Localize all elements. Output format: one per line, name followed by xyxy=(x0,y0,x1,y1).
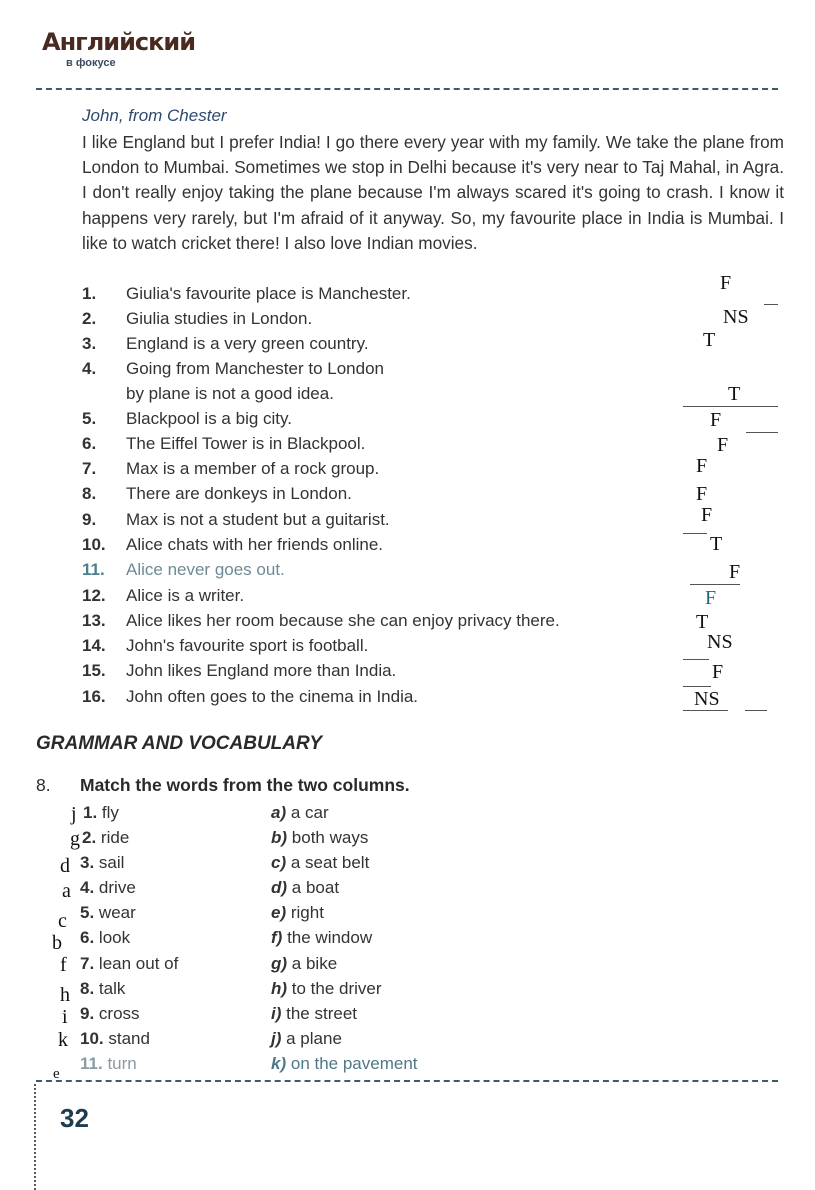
answer-mark[interactable]: T xyxy=(710,533,723,555)
bottom-divider xyxy=(36,1080,778,1082)
match-right-item: g) a bike xyxy=(271,954,338,973)
match-left-item: 5. wear xyxy=(80,903,136,922)
answer-blank xyxy=(683,686,711,687)
answer-mark[interactable]: NS xyxy=(694,688,720,710)
match-left-item: 8. talk xyxy=(80,979,126,998)
statement-item: 13. Alice likes her room because she can enjoy privacy there. xyxy=(82,611,560,630)
statement-item: 12. Alice is a writer. xyxy=(82,586,245,605)
answer-mark[interactable]: F xyxy=(696,483,708,505)
match-right-item: f) the window xyxy=(271,928,373,947)
answer-mark[interactable]: F xyxy=(705,587,717,609)
answer-blank xyxy=(746,432,778,433)
match-answer[interactable]: c xyxy=(58,910,67,932)
match-left-item: 9. cross xyxy=(80,1004,140,1023)
answer-mark[interactable]: NS xyxy=(723,306,749,328)
exercise-title: 8. Match the words from the two columns. xyxy=(36,775,410,795)
statement-item-continuation: by plane is not a good idea. xyxy=(126,384,334,403)
answer-blank xyxy=(683,533,707,534)
statement-item: 2. Giulia studies in London. xyxy=(82,309,313,328)
match-answer[interactable]: e xyxy=(53,1066,60,1082)
statement-item: 14. John's favourite sport is football. xyxy=(82,636,369,655)
answer-mark[interactable]: F xyxy=(729,561,741,583)
statement-item: 8. There are donkeys in London. xyxy=(82,484,352,503)
match-answer[interactable]: j xyxy=(71,803,77,825)
match-answer[interactable]: a xyxy=(62,880,71,902)
margin-dotted-line xyxy=(34,1084,36,1190)
match-answer[interactable]: g xyxy=(70,828,80,850)
answer-blank xyxy=(690,584,740,585)
match-left-item: 4. drive xyxy=(80,878,136,897)
match-left-item: 3. sail xyxy=(80,853,125,872)
answer-blank xyxy=(683,659,709,660)
match-right-item: d) a boat xyxy=(271,878,340,897)
match-right-item: i) the street xyxy=(271,1004,357,1023)
answer-blank xyxy=(764,304,778,305)
section-heading: GRAMMAR AND VOCABULARY xyxy=(36,733,323,754)
match-answer[interactable]: d xyxy=(60,855,70,877)
statement-item: 16. John often goes to the cinema in India. xyxy=(82,687,419,706)
match-right-item: j) a plane xyxy=(271,1029,342,1048)
statement-item: 10. Alice chats with her friends online. xyxy=(82,535,384,554)
match-right-item: h) to the driver xyxy=(271,979,382,998)
match-right-item: e) right xyxy=(271,903,324,922)
match-left-item: 7. lean out of xyxy=(80,954,179,973)
match-left-item: 10. stand xyxy=(80,1029,150,1048)
match-answer[interactable]: k xyxy=(58,1029,68,1051)
match-answer[interactable]: i xyxy=(62,1006,68,1028)
statement-item: 3. England is a very green country. xyxy=(82,334,369,353)
match-answer[interactable]: f xyxy=(60,954,67,976)
match-left-item: 1. fly xyxy=(83,803,119,822)
answer-mark[interactable]: F xyxy=(720,272,732,294)
match-left-item: 6. look xyxy=(80,928,131,947)
answer-mark[interactable]: F xyxy=(701,504,713,526)
answer-mark[interactable]: F xyxy=(710,409,722,431)
statement-item: 7. Max is a member of a rock group. xyxy=(82,459,380,478)
match-left-item: 2. ride xyxy=(82,828,130,847)
answer-mark[interactable]: NS xyxy=(707,631,733,653)
match-left-item: 11. turn xyxy=(80,1054,137,1073)
answer-blank xyxy=(683,406,778,407)
statement-item: 15. John likes England more than India. xyxy=(82,661,397,680)
match-right-item: c) a seat belt xyxy=(271,853,370,872)
answer-mark[interactable]: F xyxy=(712,661,724,683)
answer-blank xyxy=(683,710,728,711)
match-right-item: b) both ways xyxy=(271,828,369,847)
answer-mark[interactable]: T xyxy=(728,383,741,405)
passage-author: John, from Chester xyxy=(82,106,227,125)
statement-item: 9. Max is not a student but a guitarist. xyxy=(82,510,390,529)
statement-item: 4. Going from Manchester to London xyxy=(82,359,384,378)
book-logo-subtitle: в фокусе xyxy=(66,57,116,69)
top-divider xyxy=(36,88,778,90)
statement-item: 11. Alice never goes out. xyxy=(82,560,285,579)
answer-mark[interactable]: T xyxy=(703,329,716,351)
match-answer[interactable]: h xyxy=(60,984,70,1006)
answer-mark[interactable]: T xyxy=(696,611,709,633)
match-right-item: a) a car xyxy=(271,803,329,822)
passage-text: I like England but I prefer India! I go there every year with my family. We take the plane from London to Mumbai. Sometimes we stop in Delhi because it's very near to Taj Mahal, in Agra. I don't really enjoy taking the plane because I'm always scared it's going to crash. I know it happens very rarely, but I'm afraid of it anyway. So, my favourite place in India is Mumbai. I like to watch cricket there! I also love Indian movies. xyxy=(82,132,784,253)
statement-item: 1. Giulia's favourite place is Manchester. xyxy=(82,284,411,303)
match-answer[interactable]: b xyxy=(52,932,62,954)
statement-item: 5. Blackpool is a big city. xyxy=(82,409,292,428)
match-right-item: k) on the pavement xyxy=(271,1054,418,1073)
answer-mark[interactable]: F xyxy=(717,434,729,456)
statement-item: 6. The Eiffel Tower is in Blackpool. xyxy=(82,434,366,453)
page-number: 32 xyxy=(60,1103,89,1133)
answer-mark[interactable]: F xyxy=(696,455,708,477)
book-logo: Английский xyxy=(42,28,196,56)
answer-blank xyxy=(745,710,767,711)
